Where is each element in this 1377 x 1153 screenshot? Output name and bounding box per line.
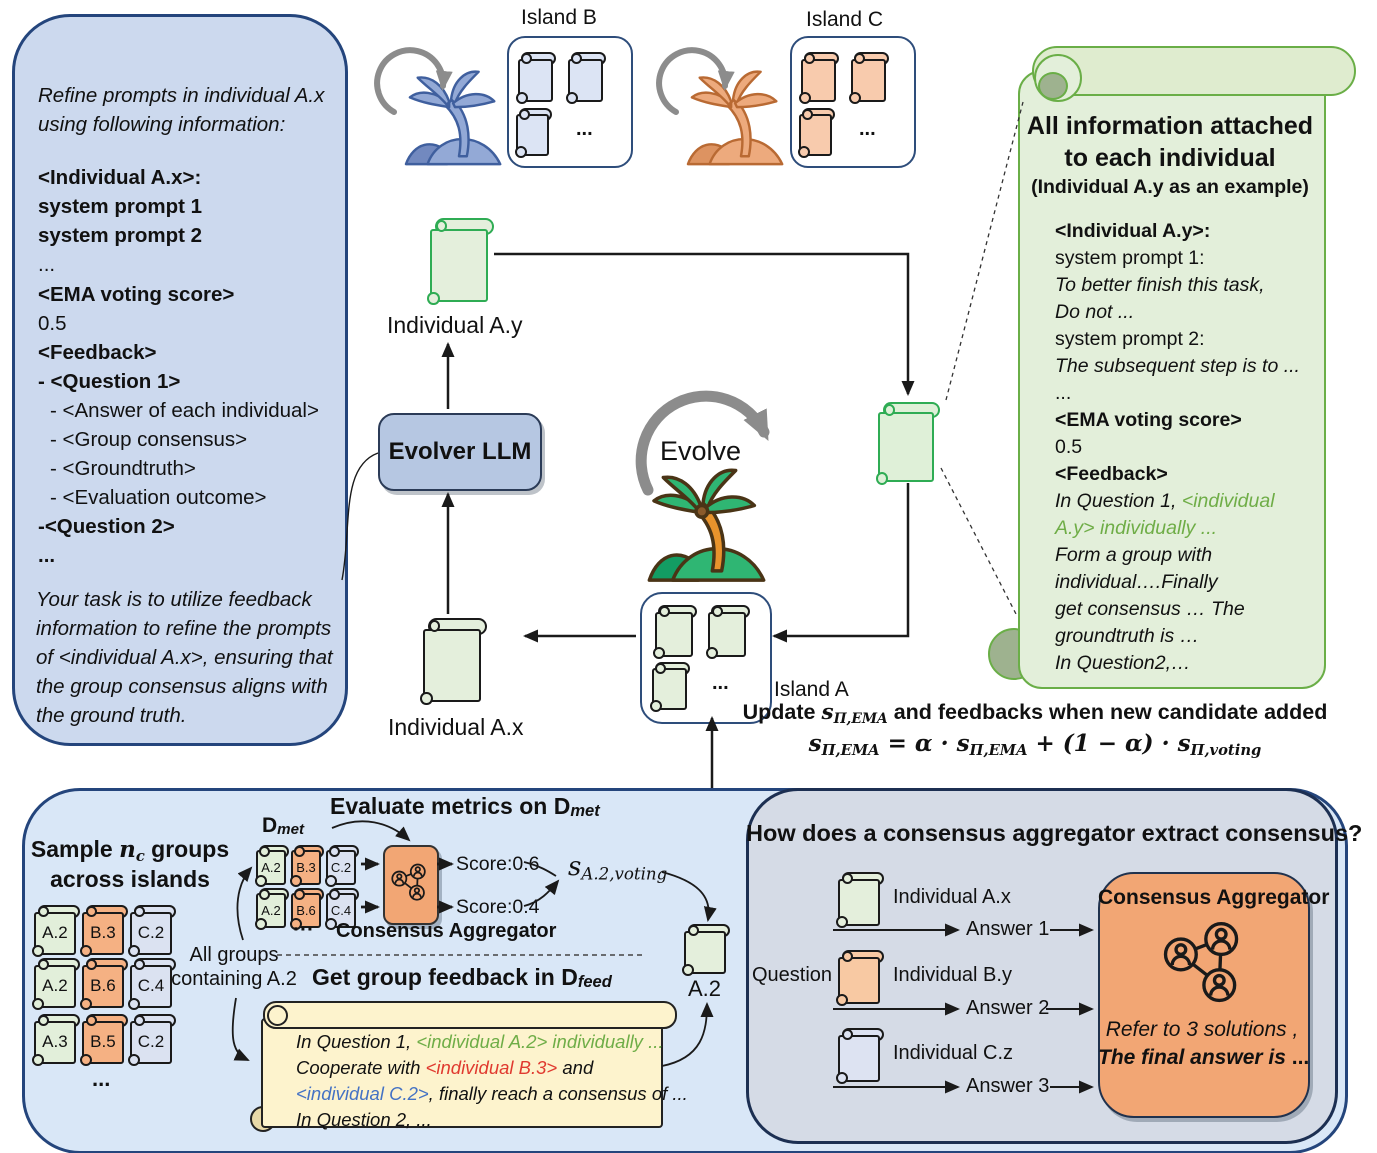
info-line: groundtruth is …: [1055, 625, 1200, 647]
nc-symbol: nc: [119, 836, 145, 866]
island-b-label: Island B: [521, 6, 597, 29]
refine-line: - <Group consensus>: [50, 428, 248, 451]
info-line: get consensus … The: [1055, 598, 1245, 620]
info-feedback-green: <individual: [1181, 490, 1275, 512]
info-line: In Question2,…: [1055, 652, 1191, 674]
individual-ax-label: Individual A.x: [388, 714, 524, 740]
all-groups-line1: All groups: [189, 944, 279, 966]
info-line: <Individual A.y>:: [1055, 220, 1211, 242]
feedback-scroll-top-roll: [263, 1001, 677, 1029]
sample-heading-line2: across islands: [50, 866, 210, 892]
refine-line: - <Question 1>: [38, 370, 181, 393]
refine-line: ...: [38, 253, 56, 276]
scroll-icon: [655, 605, 697, 657]
refine-line: system prompt 2: [38, 224, 203, 247]
feedback-scroll-top-curl: [267, 1005, 288, 1026]
refine-line: - <Evaluation outcome>: [50, 486, 267, 509]
agg-dots: ···: [293, 918, 314, 941]
consensus-aggregator-title: Consensus Aggregator: [1098, 886, 1330, 909]
individual-ax-small-scroll: [838, 872, 884, 926]
info-title-line1: All information attached: [1026, 112, 1314, 140]
s-voting-symbol: sA.2,voting: [568, 852, 668, 884]
evolve-label: Evolve: [660, 436, 742, 466]
feedback-line-1: In Question 1, <individual A.2> individually ...: [296, 1031, 664, 1052]
answer-3-label: Answer 3: [966, 1075, 1050, 1097]
group-chip: B.6: [82, 958, 128, 1008]
individual-ax-small-label: Individual A.x: [893, 886, 1011, 908]
met-chip: C.4: [326, 888, 359, 928]
scroll-icon: [568, 52, 606, 102]
group-chip: C.2: [130, 1014, 176, 1064]
score-2: Score:0.4: [456, 896, 540, 918]
evolver-llm-box: [378, 413, 542, 491]
sample-heading-line1: Sample nc groups: [30, 836, 230, 866]
refine-line: - <Answer of each individual>: [50, 399, 319, 422]
scroll-icon: [516, 108, 552, 156]
answer-2-label: Answer 2: [966, 997, 1050, 1019]
eval-heading: Evaluate metrics on Dmet: [330, 793, 600, 820]
all-groups-line2: containing A.2: [171, 968, 297, 990]
island-c-dots: ...: [859, 118, 876, 140]
info-line: individual….Finally: [1055, 571, 1218, 593]
answer-1-label: Answer 1: [966, 918, 1050, 940]
info-line: ...: [1055, 382, 1072, 404]
info-title-line2: to each individual: [1064, 144, 1276, 172]
callout-dash-top: [946, 102, 1023, 400]
dmet-label: Dmet: [262, 814, 305, 838]
refine-line: <Individual A.x>:: [38, 166, 202, 189]
refer-solutions-text: Refer to 3 solutions ,: [1105, 1018, 1299, 1041]
individual-by-small-scroll: [838, 950, 884, 1004]
info-line: <EMA voting score>: [1055, 409, 1242, 431]
a2-result-scroll: [684, 924, 730, 974]
individual-ay-scroll: [430, 218, 494, 302]
island-a-label: Island A: [774, 678, 849, 701]
feedback-line-4: In Question 2, ...: [296, 1109, 432, 1130]
island-a-dots: ...: [712, 672, 729, 694]
info-scroll-top-curl-inner: [1038, 72, 1068, 100]
chips-dots: ...: [92, 1066, 111, 1091]
individual-by-small-label: Individual B.y: [893, 964, 1012, 986]
people-network-icon: [387, 853, 431, 913]
info-line: system prompt 1:: [1055, 247, 1205, 269]
a2-result-label: A.2: [688, 976, 722, 1001]
refine-line: -<Question 2>: [38, 515, 175, 538]
info-line: To better finish this task,: [1055, 274, 1265, 296]
met-chip: B.6: [291, 888, 324, 928]
individual-cz-small-scroll: [838, 1028, 884, 1082]
info-feedback-line2: A.y> individually ...: [1055, 517, 1218, 539]
group-chip: B.5: [82, 1014, 128, 1064]
candidate-to-island-a-connector: [774, 483, 908, 636]
refine-task-line: of <individual A.x>, ensuring that: [36, 646, 333, 669]
palm-tree-orange-icon: [680, 62, 798, 170]
update-note: Update sΠ,EMA and feedbacks when new candidate added: [742, 700, 1328, 727]
refine-task-line: information to refine the prompts: [36, 617, 332, 640]
question-label: Question: [752, 964, 833, 986]
scroll-icon: [851, 52, 889, 102]
refine-task-line: the ground truth.: [36, 704, 187, 727]
info-feedback-line1: [1055, 490, 1275, 513]
palm-tree-green-icon: [640, 458, 780, 588]
scroll-icon: [799, 108, 835, 156]
consensus-aggregator-label: Consensus Aggregator: [336, 920, 557, 942]
individual-cz-small-label: Individual C.z: [893, 1042, 1014, 1064]
met-chip: B.3: [291, 845, 324, 885]
s-ema-symbol: sΠ,EMA: [821, 700, 888, 727]
island-b-dots: ...: [576, 118, 593, 140]
scroll-icon: [652, 662, 690, 710]
group-chip: B.3: [82, 905, 128, 955]
consensus-panel-title: How does a consensus aggregator extract consensus?: [746, 820, 1363, 846]
refine-task-line: the group consensus aligns with: [36, 675, 328, 698]
ema-equation: sΠ,EMA = α · sΠ,EMA + (1 − α) · sΠ,voting: [808, 730, 1262, 760]
refine-line: - <Groundtruth>: [50, 457, 196, 480]
refine-intro-line1: Refine prompts in individual A.x: [38, 84, 325, 107]
score-1: Score:0.6: [456, 853, 540, 875]
group-chip: A.2: [34, 905, 80, 955]
group-chip: A.3: [34, 1014, 80, 1064]
refine-line: system prompt 1: [38, 195, 203, 218]
new-candidate-scroll: [878, 402, 940, 482]
info-line: Do not ...: [1055, 301, 1135, 323]
palm-tree-blue-icon: [398, 62, 516, 170]
info-line: system prompt 2:: [1055, 328, 1205, 350]
refine-line: <EMA voting score>: [38, 283, 235, 306]
individual-ax-scroll: [423, 618, 487, 702]
met-chip: C.2: [326, 845, 359, 885]
feedback-line-3: <individual C.2>, finally reach a consensus of ...: [296, 1083, 688, 1104]
info-line: Form a group with: [1055, 544, 1213, 566]
met-chip: A.2: [256, 888, 289, 928]
evolver-llm-label: Evolver LLM: [388, 438, 532, 465]
group-chip: A.2: [34, 958, 80, 1008]
refine-task-line: Your task is to utilize feedback: [36, 588, 312, 611]
callout-dash-bottom: [941, 468, 1016, 614]
people-network-icon: [1147, 916, 1257, 1012]
feedback-heading: Get group feedback in Dfeed: [312, 964, 612, 991]
scroll-icon: [801, 52, 839, 102]
scroll-icon: [518, 52, 556, 102]
refine-line: <Feedback>: [38, 341, 157, 364]
scroll-icon: [708, 605, 750, 657]
group-chip: C.4: [130, 958, 176, 1008]
info-feedback-black: In Question 1,: [1055, 490, 1182, 512]
info-line: The subsequent step is to ...: [1055, 355, 1300, 377]
ay-to-candidate-connector: [494, 254, 908, 394]
info-line: <Feedback>: [1055, 463, 1168, 485]
group-chip: C.2: [130, 905, 176, 955]
info-subtitle: (Individual A.y as an example): [1031, 176, 1309, 198]
refine-line: 0.5: [38, 312, 67, 335]
met-chip: A.2: [256, 845, 289, 885]
island-c-label: Island C: [806, 8, 884, 31]
final-answer-text: The final answer is ...: [1098, 1046, 1310, 1069]
refine-intro-line2: using following information:: [38, 113, 286, 136]
feedback-line-2: Cooperate with <individual B.3> and: [296, 1057, 594, 1078]
info-line: 0.5: [1055, 436, 1083, 458]
refine-line: ...: [38, 544, 56, 567]
individual-ay-label: Individual A.y: [387, 312, 523, 338]
